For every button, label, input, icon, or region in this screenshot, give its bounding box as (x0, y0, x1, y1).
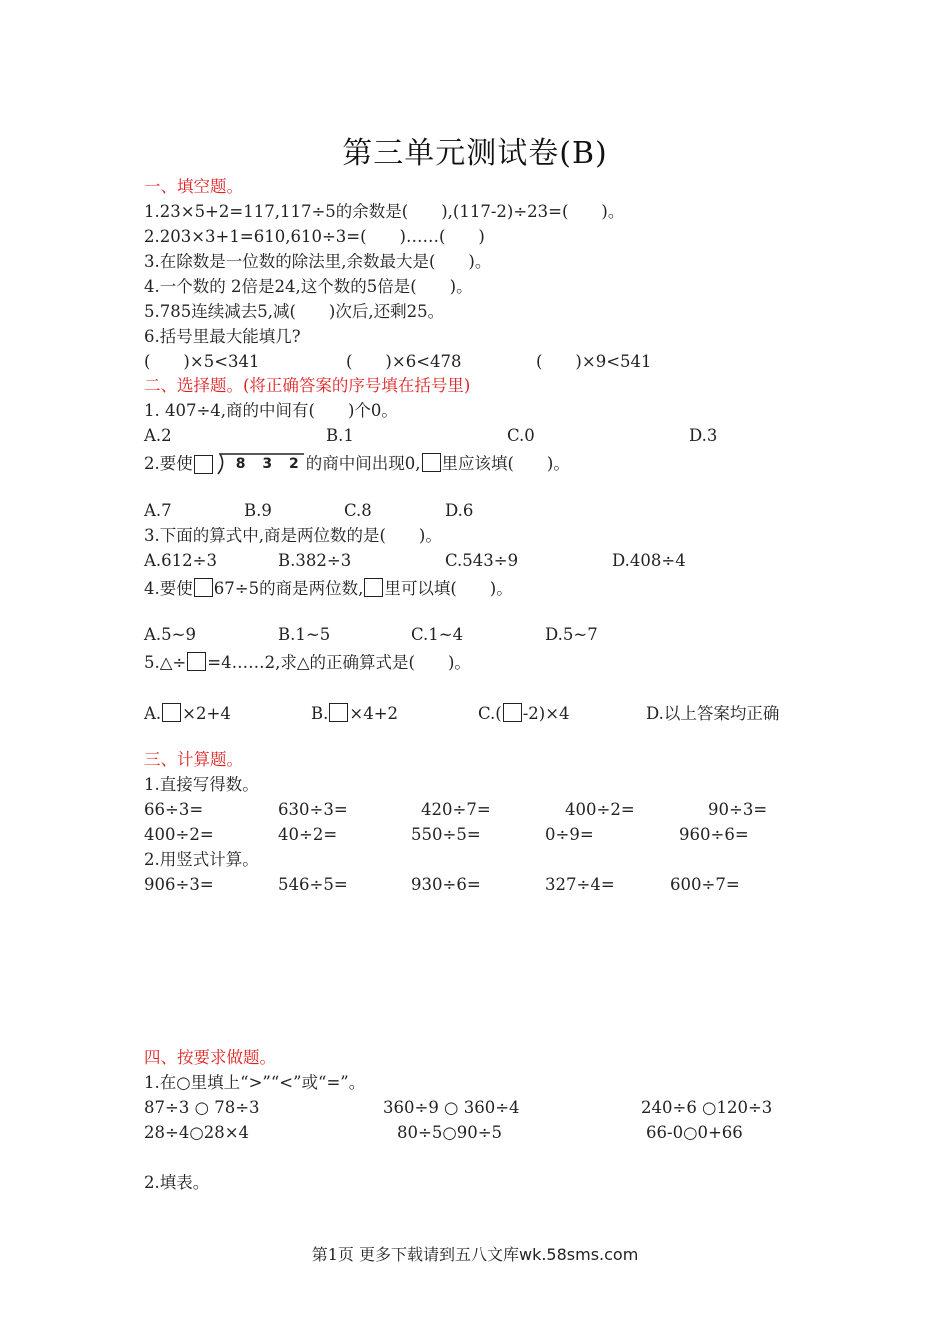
blank-box (194, 578, 213, 597)
option: C.543÷9 (445, 551, 519, 570)
calc-item: 960÷6= (679, 825, 749, 844)
calc-item: 400÷2= (144, 825, 214, 844)
section-4-heading: 四、按要求做题。 (144, 1048, 276, 1067)
option-d: D.以上答案均正确 (646, 704, 780, 723)
sub-question: 2.用竖式计算。 (144, 850, 259, 869)
option-text: ×2+4 (182, 704, 231, 723)
page-title: 第三单元测试卷(B) (342, 136, 608, 171)
blank-box (422, 453, 441, 472)
question-2-4 (144, 578, 513, 600)
page-footer (0, 1242, 950, 1265)
long-division-symbol (193, 452, 306, 480)
question-2-5 (144, 652, 471, 674)
calc-item: 90÷3= (708, 800, 768, 819)
section-2-heading: 二、选择题。(将正确答案的序号填在括号里) (144, 376, 471, 395)
option: B.382÷3 (278, 551, 352, 570)
option: B.9 (244, 501, 272, 520)
option: C.0 (507, 426, 535, 445)
section-1-heading: 一、填空题。 (144, 177, 243, 196)
question-text: 4.要使 (144, 579, 193, 598)
question-2-3: 3.下面的算式中,商是两位数的是( )。 (144, 526, 442, 545)
calc-item: 550÷5= (411, 825, 481, 844)
compare-item: 87÷3 ○ 78÷3 (144, 1098, 260, 1117)
option: D.6 (445, 501, 474, 520)
compare-item: 28÷4○28×4 (144, 1123, 250, 1142)
blank-box (364, 578, 383, 597)
option: C.1~4 (411, 625, 464, 644)
q6-item: ( )×6<478 (346, 352, 462, 371)
option-label: C.( (478, 704, 502, 723)
blank-box (503, 703, 522, 722)
option-label: A. (144, 704, 162, 723)
calc-item: 40÷2= (278, 825, 338, 844)
option: A.612÷3 (144, 551, 217, 570)
calc-item: 546÷5= (278, 875, 348, 894)
section-3-heading: 三、计算题。 (144, 750, 243, 769)
footer-prefix: 第 (311, 1245, 328, 1264)
option: C.8 (344, 501, 372, 520)
q6-item: ( )×9<541 (536, 352, 652, 371)
compare-item: 66-0○0+66 (646, 1123, 743, 1142)
question-text: 5.△÷ (144, 653, 187, 672)
question-text: 里应该填( )。 (441, 454, 570, 473)
division-bracket (214, 452, 306, 474)
calc-item: 400÷2= (565, 800, 635, 819)
question-1-4: 4.一个数的 2倍是24,这个数的5倍是( )。 (144, 277, 473, 296)
compare-item: 80÷5○90÷5 (397, 1123, 503, 1142)
blank-box (194, 455, 213, 474)
blank-box (162, 703, 181, 722)
calc-item: 906÷3= (144, 875, 214, 894)
option: B.1~5 (278, 625, 331, 644)
question-text: =4……2,求△的正确算式是( )。 (207, 653, 471, 672)
option-a (144, 703, 231, 725)
compare-item: 360÷9 ○ 360÷4 (383, 1098, 520, 1117)
calc-item: 630÷3= (278, 800, 348, 819)
option: B.1 (326, 426, 354, 445)
dividend-digits: 8 3 2 (235, 456, 305, 472)
question-1-5: 5.785连续减去5,减( )次后,还剩25。 (144, 302, 445, 321)
question-text: 的商中间出现0, (305, 454, 421, 473)
option-c (478, 703, 570, 725)
option-label: B. (311, 704, 329, 723)
calc-item: 0÷9= (545, 825, 594, 844)
question-1-1: 1.23×5+2=117,117÷5的余数是( ),(117-2)÷23=( )。 (144, 202, 625, 221)
q6-item: ( )×5<341 (144, 352, 260, 371)
option: A.5~9 (144, 625, 196, 644)
option: A.7 (144, 501, 172, 520)
question-2-2 (144, 452, 570, 480)
question-1-3: 3.在除数是一位数的除法里,余数最大是( )。 (144, 252, 492, 271)
question-1-6: 6.括号里最大能填几? (144, 327, 301, 346)
sub-question: 2.填表。 (144, 1173, 210, 1192)
option: D.408÷4 (612, 551, 686, 570)
compare-item: 240÷6 ○120÷3 (641, 1098, 773, 1117)
option-text: -2)×4 (522, 704, 570, 723)
question-text: 里可以填( )。 (384, 579, 513, 598)
calc-item: 600÷7= (670, 875, 740, 894)
option: A.2 (144, 426, 172, 445)
option-text: ×4+2 (349, 704, 399, 723)
calc-item: 327÷4= (545, 875, 615, 894)
question-text: 67÷5的商是两位数, (213, 579, 364, 598)
calc-item: 420÷7= (421, 800, 491, 819)
question-text: 2.要使 (144, 454, 193, 473)
sub-question: 1.在○里填上“>”“<”或“=”。 (144, 1073, 366, 1092)
option: D.3 (689, 426, 718, 445)
question-2-1: 1. 407÷4,商的中间有( )个0。 (144, 401, 398, 420)
option: D.5~7 (545, 625, 598, 644)
blank-box (187, 652, 206, 671)
calc-item: 930÷6= (411, 875, 481, 894)
sub-question: 1.直接写得数。 (144, 775, 259, 794)
footer-link[interactable]: wk.58sms.com (518, 1245, 639, 1264)
calc-item: 66÷3= (144, 800, 204, 819)
page-number: 1 (327, 1245, 338, 1264)
blank-box (329, 703, 348, 722)
option-b (311, 703, 398, 725)
footer-text: 页 更多下载请到五八文库 (337, 1245, 519, 1264)
question-1-2: 2.203×3+1=610,610÷3=( )……( ) (144, 227, 485, 246)
